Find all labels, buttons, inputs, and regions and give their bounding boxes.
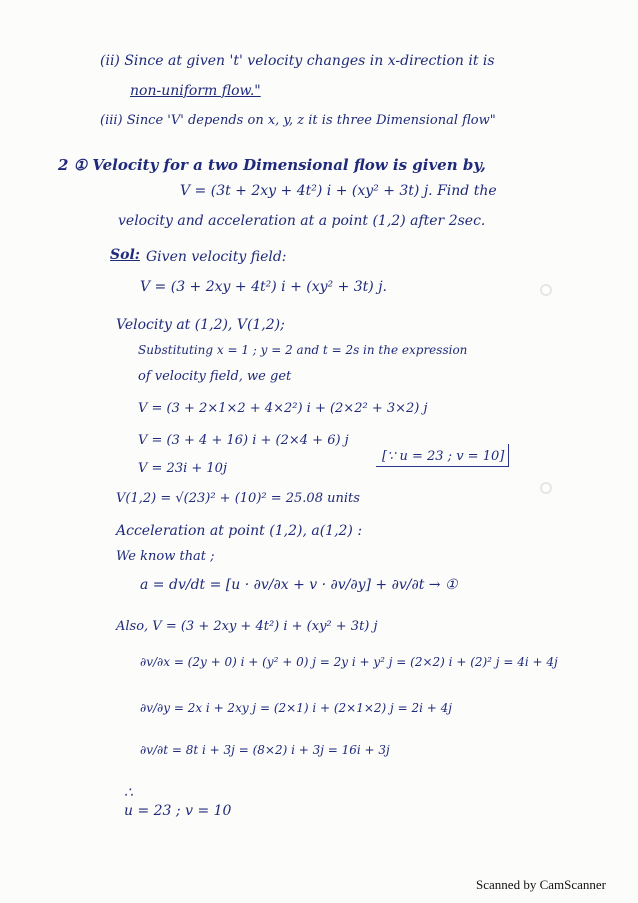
line-ii-since-x-direction: (ii) Since at given 't' velocity changes in x-direction it is	[100, 53, 495, 69]
question-find-velocity-acceleration: velocity and acceleration at a point (1,2) after 2sec.	[118, 213, 486, 229]
acceleration-formula: a = dv/dt = [u · ∂v/∂x + v · ∂v/∂y] + ∂v/∂t → ①	[140, 577, 458, 593]
u-v-values-note: [∵ u = 23 ; v = 10]	[382, 449, 505, 464]
solution-label: Sol:	[110, 247, 140, 263]
partial-v-partial-y: ∂v/∂y = 2x i + 2xy j = (2×1) i + (2×1×2) j = 2i + 4j	[140, 701, 452, 715]
velocity-magnitude: V(1,2) = √(23)² + (10)² = 25.08 units	[116, 491, 360, 506]
line-non-uniform-flow: non-uniform flow."	[130, 83, 261, 99]
partial-v-partial-t: ∂v/∂t = 8t i + 3j = (8×2) i + 3j = 16i + 3j	[140, 743, 390, 757]
therefore-symbol: ∴	[124, 785, 133, 801]
u-v-values: u = 23 ; v = 10	[124, 803, 232, 819]
velocity-field-restated: Also, V = (3 + 2xy + 4t²) i + (xy² + 3t) j	[116, 619, 378, 634]
punch-hole-bottom	[540, 482, 552, 494]
velocity-simplified: V = (3 + 4 + 16) i + (2×4 + 6) j	[138, 433, 349, 448]
velocity-substituted: V = (3 + 2×1×2 + 4×2²) i + (2×2² + 3×2) j	[138, 401, 428, 416]
partial-v-partial-x: ∂v/∂x = (2y + 0) i + (y² + 0) j = 2y i + y² j = (2×2) i + (2)² j = 4i + 4j	[140, 655, 558, 669]
given-velocity-field-label: Given velocity field:	[146, 249, 287, 265]
punch-hole-top	[540, 284, 552, 296]
velocity-at-point-label: Velocity at (1,2), V(1,2);	[116, 317, 285, 333]
question-2-statement: 2 ① Velocity for a two Dimensional flow is given by,	[58, 156, 486, 174]
velocity-field-expression: V = (3 + 2xy + 4t²) i + (xy² + 3t) j.	[140, 279, 387, 295]
velocity-result: V = 23i + 10j	[138, 461, 227, 476]
line-iii-three-dimensional: (iii) Since 'V' depends on x, y, z it is three Dimensional flow"	[100, 113, 496, 128]
we-know-that: We know that ;	[116, 549, 215, 564]
velocity-field-given: V = (3t + 2xy + 4t²) i + (xy² + 3t) j. Find the	[180, 183, 497, 199]
acceleration-at-point-label: Acceleration at point (1,2), a(1,2) :	[116, 523, 363, 539]
velocity-field-we-get: of velocity field, we get	[138, 369, 292, 384]
scanner-footer: Scanned by CamScanner	[476, 877, 606, 892]
note-bracket	[376, 444, 509, 467]
substitution-step: Substituting x = 1 ; y = 2 and t = 2s in the expression	[138, 343, 468, 357]
